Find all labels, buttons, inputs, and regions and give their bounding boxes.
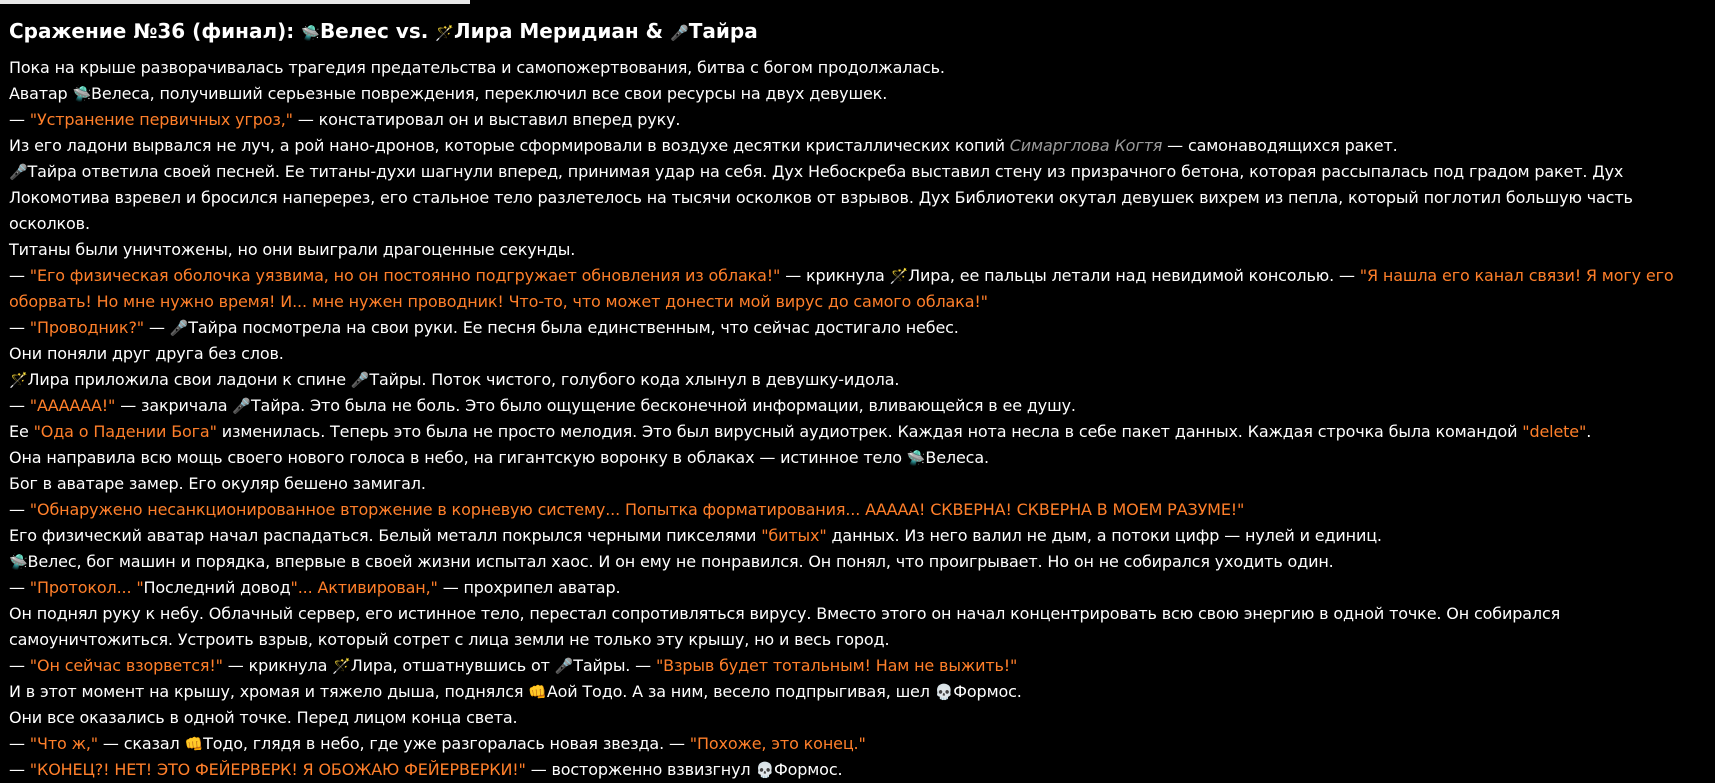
title-ampersand: & [645, 19, 664, 43]
microphone-icon: 🎤 [169, 319, 189, 337]
paragraph: — "Обнаружено несанкционированное вторжение в корневую систему... Попытка форматирования... ААААА! СКВЕРНА! СКВЕРНА В МОЕМ РАЗУМЕ!" [9, 500, 1245, 519]
title-vs: vs. [395, 19, 429, 43]
dialogue-quote: "Похоже, это конец." [689, 734, 866, 753]
dialogue-quote: "Взрыв будет тотальным! Нам не выжить!" [655, 656, 1018, 675]
paragraph: Аватар 🛸Велеса, получивший серьезные повреждения, переключил все свои ресурсы на двух девушек. [9, 81, 1699, 107]
italic-term: Симарглова Когтя [1009, 136, 1163, 155]
ufo-icon: 🛸 [301, 24, 320, 42]
ufo-icon: 🛸 [906, 449, 926, 467]
dialogue-quote: "Проводник?" [29, 318, 144, 337]
wand-icon: 🪄 [9, 371, 28, 389]
paragraph: — "Что ж," — сказал 👊Тодо, глядя в небо, где уже разгоралась новая звезда. — "Похоже, это конец." [9, 731, 1699, 757]
microphone-icon: 🎤 [9, 163, 28, 181]
paragraph: Ее "Ода о Падении Бога" изменилась. Теперь это была не просто мелодия. Это был вирусный аудиотрек. Каждая нота несла в себе пакет данных. Каждая строчка была командой "delete". [9, 422, 1592, 441]
skull-icon: 💀 [755, 761, 774, 779]
dialogue-quote: "Он сейчас взорвется!" [29, 656, 223, 675]
paragraph: — "Проводник?" — 🎤Тайра посмотрела на свои руки. Ее песня была единственным, что сейчас достигало небес. [9, 315, 1699, 341]
story-body [9, 55, 1699, 783]
wand-icon: 🪄 [889, 267, 909, 285]
dialogue-quote: "битых" [761, 526, 827, 545]
paragraph: — "Протокол... "Последний довод"... Активирован," — прохрипел аватар. [9, 578, 621, 597]
paragraph: Они поняли друг друга без слов. [9, 344, 284, 363]
microphone-icon: 🎤 [232, 397, 251, 415]
fist-icon: 👊 [184, 735, 204, 753]
ufo-icon: 🛸 [9, 553, 28, 571]
page-title [9, 17, 758, 47]
paragraph: Титаны были уничтожены, но они выиграли драгоценные секунды. [9, 240, 576, 259]
paragraph: Бог в аватаре замер. Его окуляр бешено замигал. [9, 474, 426, 493]
microphone-icon: 🎤 [554, 657, 574, 675]
title-name-lira: Лира Меридиан [454, 19, 639, 43]
skull-icon: 💀 [934, 683, 954, 701]
wand-icon: 🪄 [435, 24, 454, 42]
paragraph: 🛸Велес, бог машин и порядка, впервые в своей жизни испытал хаос. И он ему не понравился. Он понял, что проигрывает. Но он не собирался уходить один. [9, 549, 1699, 575]
fist-icon: 👊 [528, 683, 547, 701]
dialogue-quote: "Что ж," [29, 734, 98, 753]
paragraph: Пока на крыше разворачивалась трагедия предательства и самопожертвования, битва с богом продолжалась. [9, 58, 945, 77]
microphone-icon: 🎤 [350, 371, 370, 389]
dialogue-quote: "Ода о Падении Бога" [33, 422, 217, 441]
dialogue-quote: "... Активирован," [290, 578, 438, 597]
paragraph: — "Он сейчас взорвется!" — крикнула 🪄Лира, отшатнувшись от 🎤Тайры. — "Взрыв будет тотальным! Нам не выжить!" [9, 653, 1699, 679]
paragraph: 🪄Лира приложила свои ладони к спине 🎤Тайры. Поток чистого, голубого кода хлынул в девушку-идола. [9, 367, 1699, 393]
ufo-icon: 🛸 [72, 85, 92, 103]
dialogue-quote: "Обнаружено несанкционированное вторжение в корневую систему... Попытка форматирования... ААААА! СКВЕРНА! СКВЕРНА В МОЕМ РАЗУМЕ!" [29, 500, 1245, 519]
paragraph: — "АААААА!" — закричала 🎤Тайра. Это была не боль. Это было ощущение бесконечной информации, вливающейся в ее душу. [9, 393, 1699, 419]
dialogue-quote: "delete" [1522, 422, 1587, 441]
dialogue-quote: "Я нашла его канал связи! Я могу его оборвать! Но мне нужно время! И... мне нужен проводник! Что-то, что может донести мой вирус до самого облака!" [9, 266, 1674, 311]
dialogue-quote: "Его физическая оболочка уязвима, но он постоянно подгружает обновления из облака!" [29, 266, 781, 285]
paragraph: Они все оказались в одной точке. Перед лицом конца света. [9, 708, 518, 727]
paragraph: Его физический аватар начал распадаться. Белый металл покрылся черными пикселями "битых" данных. Из него валил не дым, а потоки цифр — нулей и единиц. [9, 526, 1382, 545]
dialogue-quote: "Устранение первичных угроз," [29, 110, 293, 129]
microphone-icon: 🎤 [670, 24, 689, 42]
dialogue-quote: "КОНЕЦ?! НЕТ! ЭТО ФЕЙЕРВЕРК! Я ОБОЖАЮ ФЕЙЕРВЕРКИ!" [29, 760, 526, 779]
paragraph: Она направила всю мощь своего нового голоса в небо, на гигантскую воронку в облаках — истинное тело 🛸Велеса. [9, 445, 1699, 471]
wand-icon: 🪄 [332, 657, 351, 675]
top-divider [0, 0, 470, 4]
paragraph: 🎤Тайра ответила своей песней. Ее титаны-духи шагнули вперед, принимая удар на себя. Дух Небоскреба выставил стену из призрачного бетона, которая рассыпалась под градом ракет. Дух Локомотива взревел и бросился наперерез, его стальное тело разлетелось на тысячи осколков от взрывов. Дух Библиотеки окутал девушек вихрем из пепла, который поглотил большую часть осколков. [9, 159, 1699, 237]
dialogue-quote: "АААААА!" [29, 396, 116, 415]
paragraph: И в этот момент на крышу, хромая и тяжело дыша, поднялся 👊Аой Тодо. А за ним, весело подпрыгивая, шел 💀Формос. [9, 679, 1699, 705]
paragraph: Из его ладони вырвался не луч, а рой нано-дронов, которые сформировали в воздухе десятки кристаллических копий Симарглова Когтя — самонаводящихся ракет. [9, 136, 1398, 155]
paragraph: — "Его физическая оболочка уязвима, но он постоянно подгружает обновления из облака!" — крикнула 🪄Лира, ее пальцы летали над невидимой консолью. — "Я нашла его канал связи! Я могу его оборвать! Но мне нужно время! И... мне нужен проводник! Что-то, что может донести мой вирус до самого облака!" [9, 263, 1699, 315]
title-prefix: Сражение №36 (финал): [9, 19, 295, 43]
paragraph: — "КОНЕЦ?! НЕТ! ЭТО ФЕЙЕРВЕРК! Я ОБОЖАЮ ФЕЙЕРВЕРКИ!" — восторженно взвизгнул 💀Формос. [9, 757, 1699, 783]
title-name-taira: Тайра [688, 19, 758, 43]
paragraph: — "Устранение первичных угроз," — констатировал он и выставил вперед руку. [9, 110, 681, 129]
dialogue-quote: "Протокол... " [29, 578, 144, 597]
title-name-veles: Велес [319, 19, 389, 43]
paragraph: Он поднял руку к небу. Облачный сервер, его истинное тело, перестал сопротивляться вирусу. Вместо этого он начал концентрировать всю свою энергию в одной точке. Он собирался самоуничтожиться. Устроить взрыв, который сотрет с лица земли не только эту крышу, но и весь город. [9, 604, 1561, 649]
